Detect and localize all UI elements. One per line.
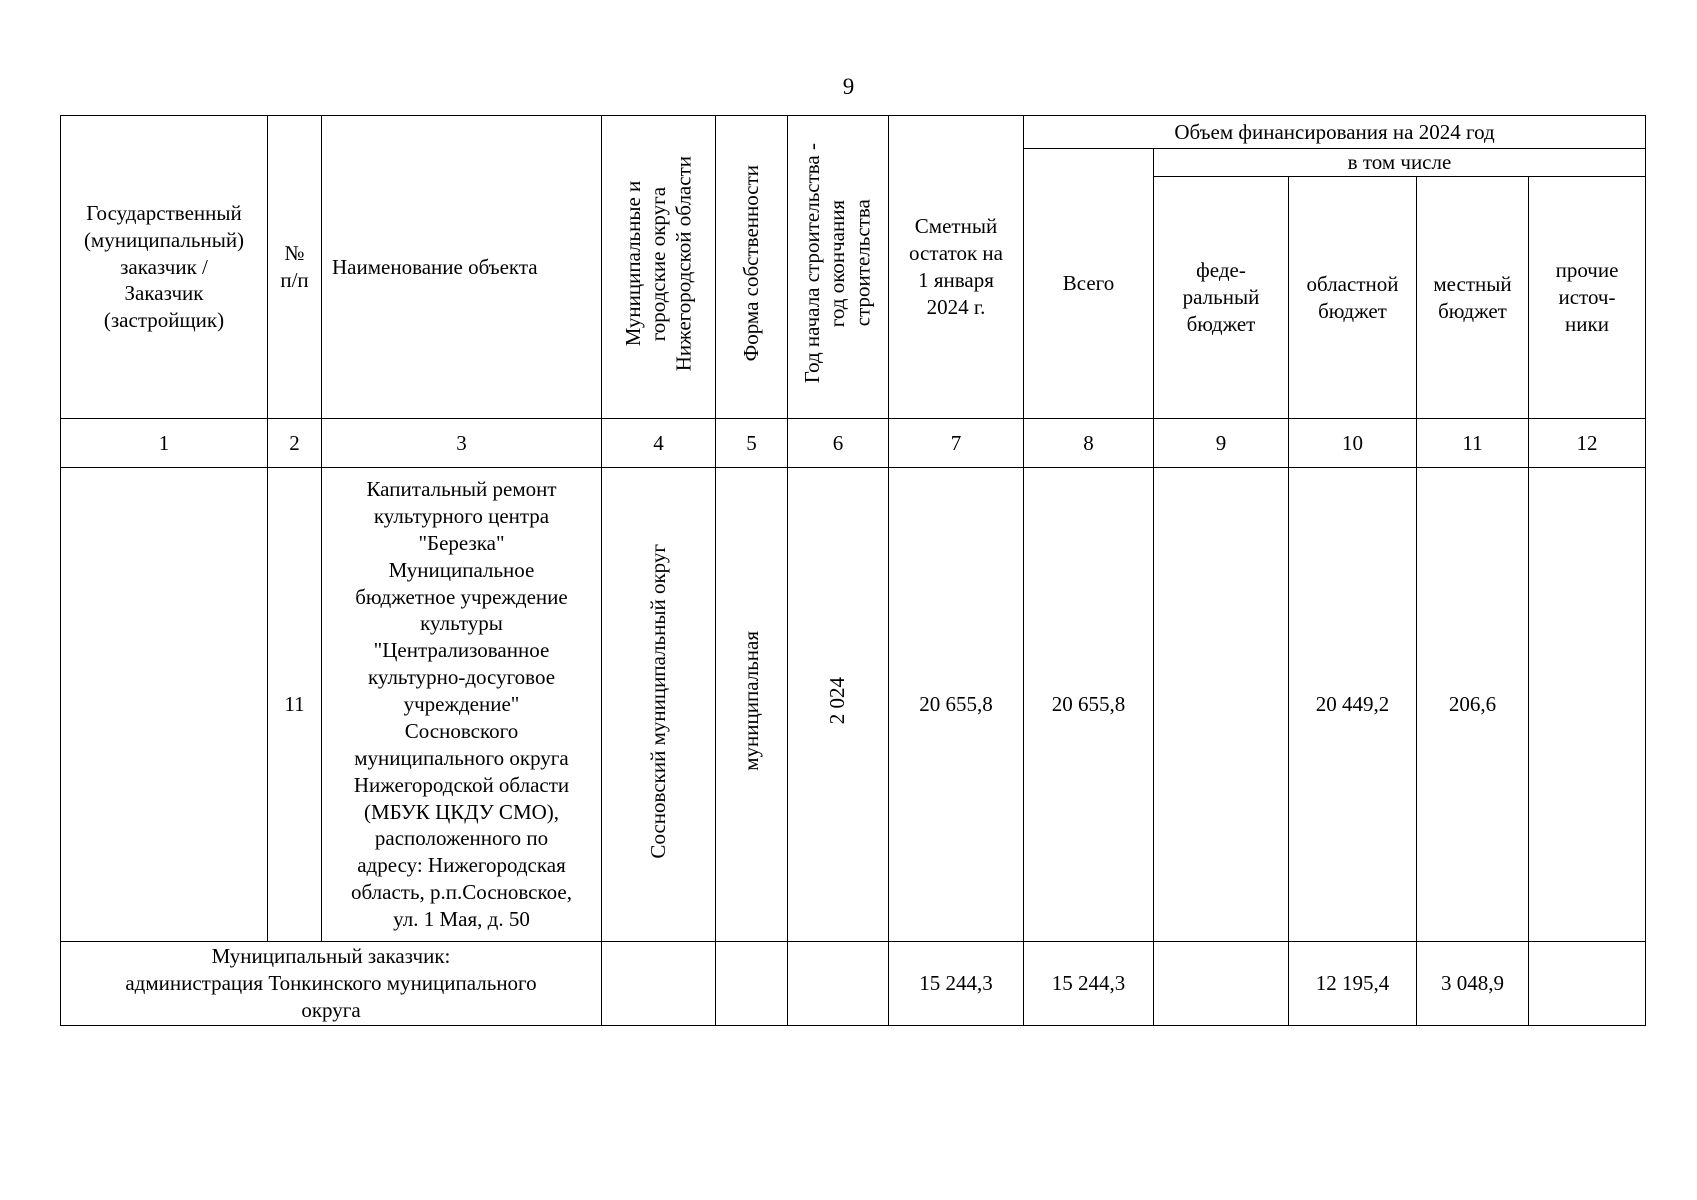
row-years-text: 2 024 bbox=[825, 677, 850, 725]
summary-estimate-balance: 15 244,3 bbox=[889, 942, 1024, 1026]
row-municipality-text: Сосновский муниципальный округ bbox=[645, 543, 670, 859]
summary-empty-6 bbox=[788, 942, 889, 1026]
summary-other bbox=[1529, 942, 1646, 1026]
summary-federal bbox=[1154, 942, 1289, 1026]
summary-empty-4 bbox=[602, 942, 716, 1026]
page-number: 9 bbox=[842, 74, 855, 99]
financing-table bbox=[60, 115, 1646, 1026]
header-municipalities-text: Муниципальные и городские округа Нижегородской области bbox=[620, 155, 696, 372]
column-number: 1 bbox=[61, 419, 268, 468]
header-ownership-text: Форма собственности bbox=[738, 165, 763, 362]
column-number: 8 bbox=[1024, 419, 1154, 468]
header-customer: Государственный (муниципальный) заказчик / Заказчик (застройщик) bbox=[61, 116, 268, 419]
row-local: 206,6 bbox=[1417, 468, 1529, 942]
summary-total: 15 244,3 bbox=[1024, 942, 1154, 1026]
header-other: прочие источ- ники bbox=[1529, 177, 1646, 419]
row-federal bbox=[1154, 468, 1289, 942]
header-financing-group: Объем финансирования на 2024 год bbox=[1024, 116, 1646, 149]
table-row bbox=[61, 468, 1646, 942]
header-local: местный бюджет bbox=[1417, 177, 1529, 419]
column-number: 2 bbox=[268, 419, 322, 468]
row-years bbox=[788, 468, 889, 942]
column-number: 12 bbox=[1529, 419, 1646, 468]
header-federal: феде- ральный бюджет bbox=[1154, 177, 1289, 419]
column-number: 3 bbox=[322, 419, 602, 468]
header-row-1 bbox=[61, 116, 1646, 149]
summary-row bbox=[61, 942, 1646, 1026]
column-number: 5 bbox=[716, 419, 788, 468]
row-ownership bbox=[716, 468, 788, 942]
header-estimate-balance: Сметный остаток на 1 января 2024 г. bbox=[889, 116, 1024, 419]
row-regional: 20 449,2 bbox=[1289, 468, 1417, 942]
summary-regional: 12 195,4 bbox=[1289, 942, 1417, 1026]
header-ownership bbox=[716, 116, 788, 419]
row-ownership-text: муниципальная bbox=[738, 631, 763, 771]
row-total: 20 655,8 bbox=[1024, 468, 1154, 942]
row-municipality bbox=[602, 468, 716, 942]
header-years-text: Год начала строительства - год окончания строительства bbox=[800, 143, 875, 384]
column-number: 9 bbox=[1154, 419, 1289, 468]
row-customer bbox=[61, 468, 268, 942]
summary-local: 3 048,9 bbox=[1417, 942, 1529, 1026]
header-number: № п/п bbox=[268, 116, 322, 419]
header-object-name: Наименование объекта bbox=[322, 116, 602, 419]
header-total: Всего bbox=[1024, 149, 1154, 419]
summary-empty-5 bbox=[716, 942, 788, 1026]
column-number-row bbox=[61, 419, 1646, 468]
column-number: 10 bbox=[1289, 419, 1417, 468]
header-municipalities bbox=[602, 116, 716, 419]
row-other bbox=[1529, 468, 1646, 942]
header-including: в том числе bbox=[1154, 149, 1646, 177]
column-number: 6 bbox=[788, 419, 889, 468]
row-number: 11 bbox=[268, 468, 322, 942]
column-number: 4 bbox=[602, 419, 716, 468]
header-years bbox=[788, 116, 889, 419]
header-regional: областной бюджет bbox=[1289, 177, 1417, 419]
row-object-name: Капитальный ремонт культурного центра "Березка" Муниципальное бюджетное учреждение культуры "Централизованное культурно-досуговое учреждение" Сосновского муниципального округа Нижегородской области (МБУК ЦКДУ СМО), расположенного по адресу: Нижегородская область, р.п.Сосновское, ул. 1 Мая, д. 50 bbox=[322, 468, 602, 942]
summary-label: Муниципальный заказчик: администрация Тонкинского муниципального округа bbox=[61, 942, 602, 1026]
row-estimate-balance: 20 655,8 bbox=[889, 468, 1024, 942]
column-number: 7 bbox=[889, 419, 1024, 468]
column-number: 11 bbox=[1417, 419, 1529, 468]
